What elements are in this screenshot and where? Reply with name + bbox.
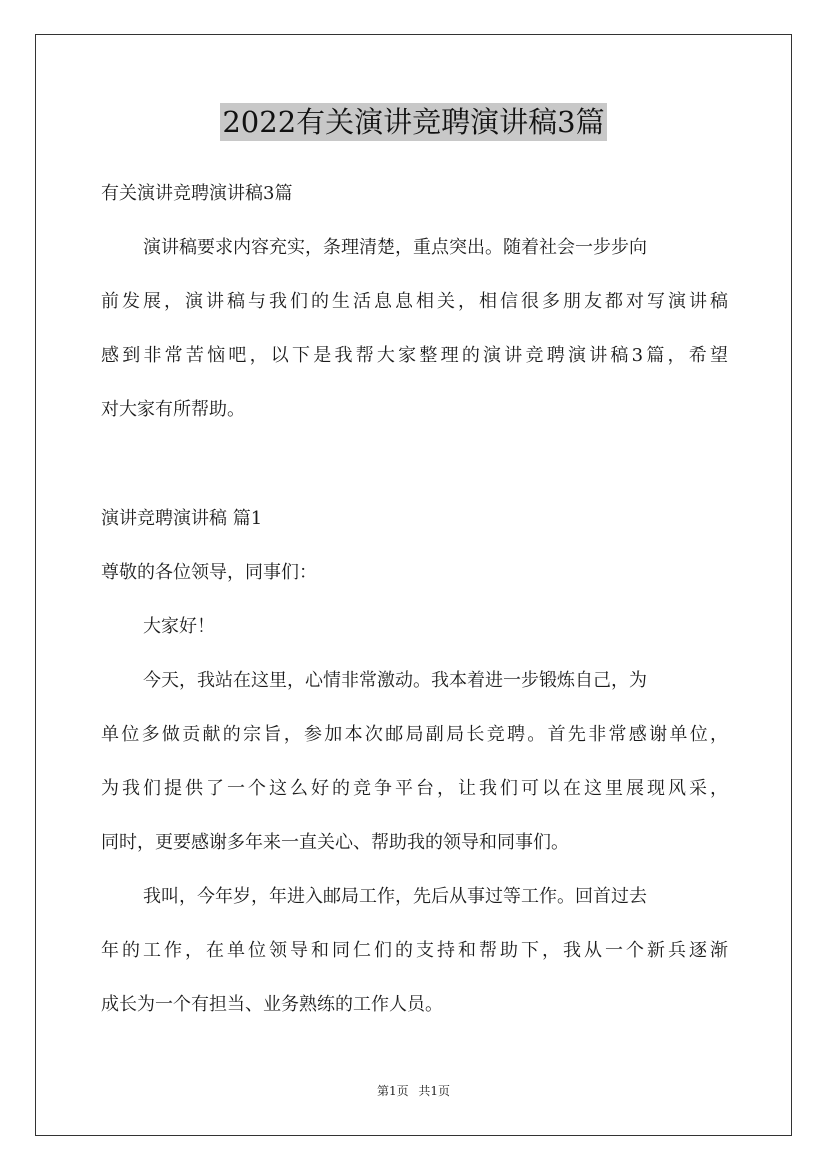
title-container: [0, 103, 827, 141]
intro-line-1: 演讲稿要求内容充实，条理清楚，重点突出。随着社会一步步向: [143, 237, 647, 258]
page-total: 共1页: [418, 1084, 451, 1098]
intro-line-3: 感到非常苦恼吧，以下是我帮大家整理的演讲竞聘演讲稿3篇，希望: [101, 345, 728, 366]
section-heading: 演讲竞聘演讲稿 篇1: [101, 508, 263, 529]
page-footer: [0, 1083, 827, 1099]
salutation: 尊敬的各位领导，同事们：: [101, 562, 317, 583]
para1-line-4: 同时，更要感谢多年来一直关心、帮助我的领导和同事们。: [101, 832, 569, 853]
para1-line-1: 今天，我站在这里，心情非常激动。我本着进一步锻炼自己，为: [143, 670, 647, 691]
page-number: 第1页: [376, 1084, 409, 1098]
document-title: 2022有关演讲竞聘演讲稿3篇: [222, 105, 605, 139]
para2-line-2: 年的工作，在单位领导和同仁们的支持和帮助下，我从一个新兵逐渐: [101, 940, 728, 961]
intro-line-4: 对大家有所帮助。: [101, 399, 245, 420]
para1-line-3: 为我们提供了一个这么好的竞争平台，让我们可以在这里展现风采，: [101, 778, 728, 799]
document-subtitle: 有关演讲竞聘演讲稿3篇: [101, 183, 293, 204]
para1-line-2: 单位多做贡献的宗旨，参加本次邮局副局长竞聘。首先非常感谢单位，: [101, 724, 728, 745]
intro-line-2: 前发展，演讲稿与我们的生活息息相关，相信很多朋友都对写演讲稿: [101, 291, 728, 312]
greeting: 大家好！: [143, 616, 215, 637]
para2-line-3: 成长为一个有担当、业务熟练的工作人员。: [101, 994, 443, 1015]
para2-line-1: 我叫，今年岁，年进入邮局工作，先后从事过等工作。回首过去: [143, 886, 647, 907]
